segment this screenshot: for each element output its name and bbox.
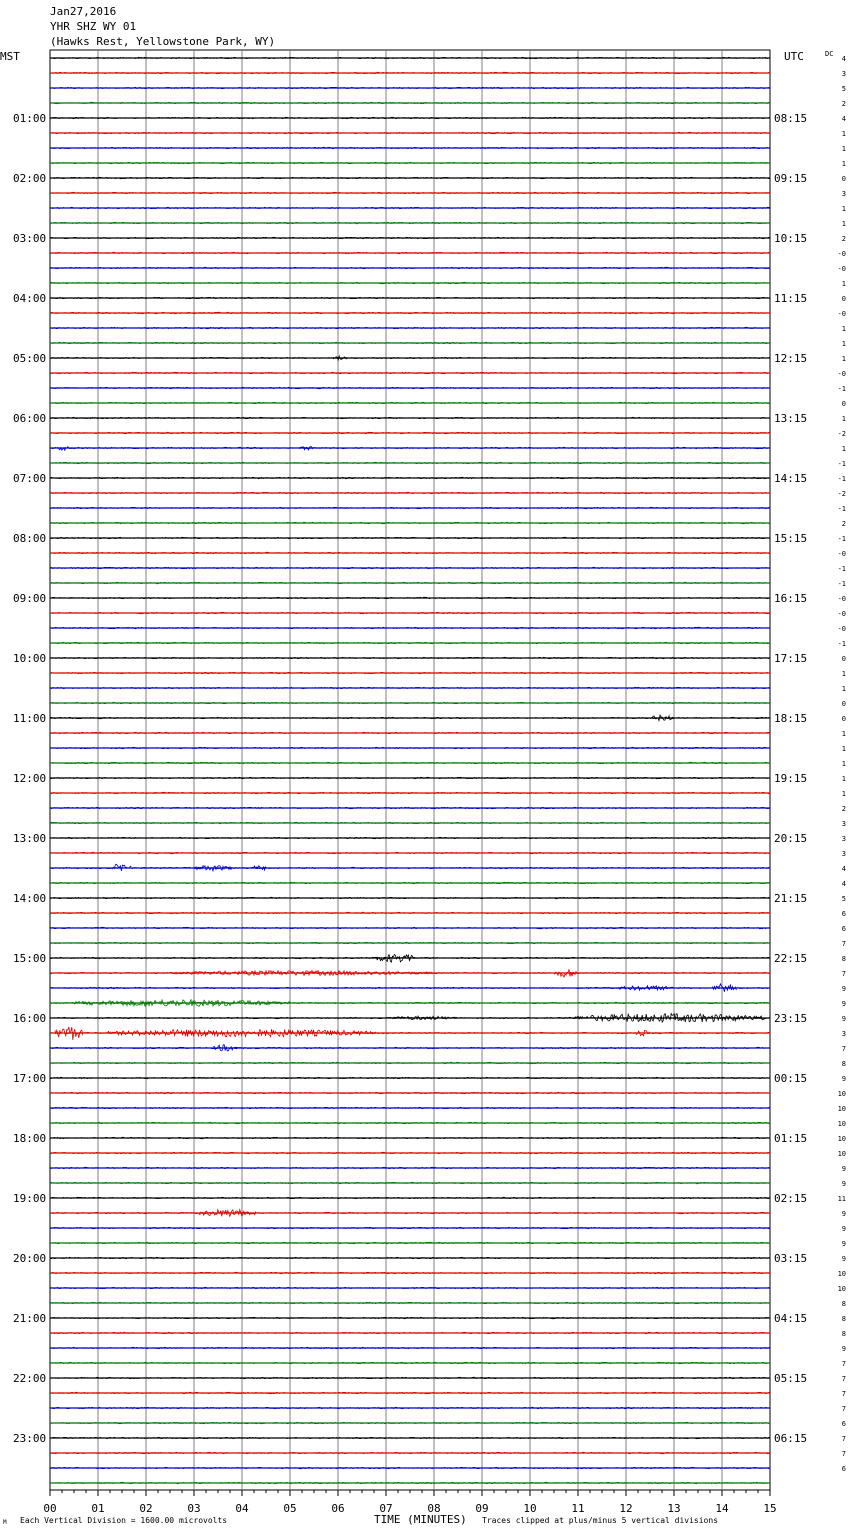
left-hour-label: 03:00	[13, 232, 47, 245]
left-hour-label: 21:00	[13, 1312, 47, 1325]
dc-offset-label: 1	[841, 415, 846, 423]
dc-offset-label: 0	[841, 655, 846, 663]
right-hour-label: 18:15	[774, 712, 808, 725]
dc-offset-label: 6	[841, 910, 846, 918]
x-axis	[43, 1490, 776, 1515]
right-hour-label: 09:15	[774, 172, 808, 185]
dc-offset-label: 9	[841, 1015, 846, 1023]
right-hour-label: 05:15	[774, 1372, 808, 1385]
right-hour-label: 12:15	[774, 352, 808, 365]
dc-offset-label: 10	[837, 1090, 846, 1098]
left-hour-label: 06:00	[13, 412, 47, 425]
dc-offset-label: 3	[841, 835, 846, 843]
dc-offset-label: 1	[841, 355, 846, 363]
dc-offset-labels	[838, 55, 846, 1473]
dc-offset-label: 1	[841, 745, 846, 753]
dc-offset-label: 2	[841, 100, 846, 108]
dc-offset-label: 1	[841, 775, 846, 783]
right-hour-label: 14:15	[774, 472, 808, 485]
x-tick-label: 15	[763, 1502, 777, 1515]
dc-offset-label: 9	[841, 985, 846, 993]
dc-offset-label: 6	[841, 1420, 846, 1428]
right-hour-label: 08:15	[774, 112, 808, 125]
right-hour-label: 22:15	[774, 952, 808, 965]
dc-offset-label: 8	[841, 1300, 846, 1308]
dc-offset-label: -0	[837, 625, 846, 633]
dc-offset-label: 2	[841, 235, 846, 243]
left-hour-labels	[13, 112, 46, 1445]
right-hour-label: 11:15	[774, 292, 808, 305]
x-tick-label: 02	[139, 1502, 153, 1515]
dc-offset-label: 7	[841, 1450, 846, 1458]
right-hour-label: 21:15	[774, 892, 808, 905]
left-hour-label: 22:00	[13, 1372, 47, 1385]
x-tick-label: 07	[379, 1502, 393, 1515]
dc-offset-label: 0	[841, 400, 846, 408]
left-hour-label: 09:00	[13, 592, 47, 605]
x-tick-label: 00	[43, 1502, 57, 1515]
right-hour-label: 13:15	[774, 412, 808, 425]
left-hour-label: 01:00	[13, 112, 47, 125]
dc-offset-label: 1	[841, 145, 846, 153]
dc-offset-label: 9	[841, 1225, 846, 1233]
left-hour-label: 08:00	[13, 532, 47, 545]
left-hour-label: 23:00	[13, 1432, 47, 1445]
dc-offset-label: 9	[841, 1000, 846, 1008]
dc-offset-label: 1	[841, 730, 846, 738]
dc-offset-label: -1	[837, 505, 846, 513]
dc-offset-label: 9	[841, 1345, 846, 1353]
right-hour-label: 02:15	[774, 1192, 808, 1205]
dc-offset-label: 7	[841, 1375, 846, 1383]
dc-offset-label: -2	[837, 430, 846, 438]
dc-offset-label: -1	[837, 385, 846, 393]
right-hour-label: 10:15	[774, 232, 808, 245]
dc-offset-label: 5	[841, 85, 846, 93]
left-hour-label: 05:00	[13, 352, 47, 365]
left-hour-label: 12:00	[13, 772, 47, 785]
left-hour-label: 19:00	[13, 1192, 47, 1205]
scale-mark: M	[3, 1519, 7, 1526]
dc-offset-label: 3	[841, 1030, 846, 1038]
right-timezone-label: UTC	[784, 50, 804, 63]
header-station: YHR SHZ WY 01	[50, 20, 137, 33]
dc-offset-label: 3	[841, 190, 846, 198]
dc-offset-label: -0	[837, 610, 846, 618]
dc-offset-label: 5	[841, 895, 846, 903]
left-hour-label: 10:00	[13, 652, 47, 665]
dc-offset-label: 3	[841, 820, 846, 828]
x-tick-label: 14	[715, 1502, 729, 1515]
dc-offset-label: 1	[841, 160, 846, 168]
dc-offset-label: 4	[841, 865, 846, 873]
left-timezone-label: MST	[0, 50, 20, 63]
dc-offset-label: 11	[837, 1195, 846, 1203]
x-tick-label: 13	[667, 1502, 681, 1515]
dc-offset-label: 0	[841, 715, 846, 723]
dc-offset-label: 1	[841, 445, 846, 453]
right-hour-label: 01:15	[774, 1132, 808, 1145]
dc-offset-label: 1	[841, 670, 846, 678]
left-hour-label: 17:00	[13, 1072, 47, 1085]
dc-offset-label: 9	[841, 1240, 846, 1248]
dc-offset-label: 0	[841, 175, 846, 183]
dc-offset-label: 7	[841, 970, 846, 978]
left-hour-label: 04:00	[13, 292, 47, 305]
right-hour-label: 04:15	[774, 1312, 808, 1325]
dc-offset-label: -1	[837, 475, 846, 483]
dc-offset-label: 1	[841, 340, 846, 348]
x-tick-label: 03	[187, 1502, 201, 1515]
dc-offset-label: 10	[837, 1120, 846, 1128]
dc-offset-label: 7	[841, 1405, 846, 1413]
dc-offset-label: 1	[841, 790, 846, 798]
left-hour-label: 18:00	[13, 1132, 47, 1145]
dc-offset-label: -1	[837, 565, 846, 573]
right-hour-label: 16:15	[774, 592, 808, 605]
dc-offset-label: 3	[841, 850, 846, 858]
dc-offset-label: -0	[837, 250, 846, 258]
dc-offset-label: 7	[841, 1045, 846, 1053]
left-hour-label: 13:00	[13, 832, 47, 845]
dc-offset-label: 1	[841, 205, 846, 213]
right-hour-labels	[774, 112, 807, 1445]
dc-offset-label: -2	[837, 490, 846, 498]
right-hour-label: 15:15	[774, 532, 808, 545]
left-hour-label: 11:00	[13, 712, 47, 725]
dc-offset-label: 7	[841, 940, 846, 948]
header-location: (Hawks Rest, Yellowstone Park, WY)	[50, 35, 276, 48]
right-hour-label: 17:15	[774, 652, 808, 665]
dc-offset-label: 2	[841, 520, 846, 528]
trace-lines	[50, 57, 770, 1484]
dc-offset-label: -0	[837, 595, 846, 603]
dc-offset-label: 2	[841, 805, 846, 813]
dc-offset-label: 1	[841, 685, 846, 693]
dc-offset-label: -0	[837, 370, 846, 378]
dc-offset-label: 1	[841, 130, 846, 138]
dc-offset-label: -0	[837, 265, 846, 273]
scale-note: Each Vertical Division = 1600.00 microvolts	[20, 1516, 228, 1525]
dc-offset-label: 9	[841, 1210, 846, 1218]
dc-offset-label: 4	[841, 115, 846, 123]
dc-offset-label: 10	[837, 1105, 846, 1113]
dc-offset-label: 9	[841, 1075, 846, 1083]
dc-offset-label: 9	[841, 1180, 846, 1188]
right-hour-label: 06:15	[774, 1432, 808, 1445]
dc-offset-label: 0	[841, 295, 846, 303]
x-tick-label: 12	[619, 1502, 633, 1515]
dc-offset-label: 9	[841, 1255, 846, 1263]
dc-offset-label: 8	[841, 1060, 846, 1068]
left-hour-label: 07:00	[13, 472, 47, 485]
right-hour-label: 20:15	[774, 832, 808, 845]
dc-offset-label: 4	[841, 55, 846, 63]
dc-offset-label: 8	[841, 1315, 846, 1323]
x-tick-label: 01	[91, 1502, 105, 1515]
x-axis-title: TIME (MINUTES)	[374, 1513, 467, 1526]
dc-offset-label: -1	[837, 460, 846, 468]
dc-offset-label: 4	[841, 880, 846, 888]
dc-offset-label: 1	[841, 220, 846, 228]
left-hour-label: 16:00	[13, 1012, 47, 1025]
dc-offset-label: 7	[841, 1390, 846, 1398]
dc-offset-label: -1	[837, 640, 846, 648]
right-hour-label: 00:15	[774, 1072, 808, 1085]
dc-offset-label: 1	[841, 280, 846, 288]
dc-offset-label: 0	[841, 700, 846, 708]
dc-offset-label: 1	[841, 760, 846, 768]
dc-offset-label: 10	[837, 1270, 846, 1278]
dc-offset-label: -1	[837, 580, 846, 588]
x-tick-label: 06	[331, 1502, 345, 1515]
x-tick-label: 08	[427, 1502, 441, 1515]
header-date: Jan27,2016	[50, 5, 117, 18]
clip-note: Traces clipped at plus/minus 5 vertical divisions	[482, 1516, 719, 1525]
dc-offset-label: 8	[841, 955, 846, 963]
dc-offset-label: 9	[841, 1165, 846, 1173]
dc-offset-label: 1	[841, 325, 846, 333]
x-tick-label: 05	[283, 1502, 297, 1515]
left-hour-label: 02:00	[13, 172, 47, 185]
x-tick-label: 04	[235, 1502, 249, 1515]
left-hour-label: 15:00	[13, 952, 47, 965]
right-hour-label: 03:15	[774, 1252, 808, 1265]
dc-offset-label: -0	[837, 310, 846, 318]
dc-offset-label: 8	[841, 1330, 846, 1338]
dc-offset-label: 10	[837, 1150, 846, 1158]
right-hour-label: 23:15	[774, 1012, 808, 1025]
dc-label: DC	[825, 50, 834, 58]
dc-offset-label: -0	[837, 550, 846, 558]
x-tick-label: 11	[571, 1502, 585, 1515]
x-tick-label: 09	[475, 1502, 489, 1515]
dc-offset-label: 6	[841, 1465, 846, 1473]
dc-offset-label: 10	[837, 1285, 846, 1293]
dc-offset-label: 10	[837, 1135, 846, 1143]
right-hour-label: 19:15	[774, 772, 808, 785]
x-tick-label: 10	[523, 1502, 537, 1515]
dc-offset-label: 3	[841, 70, 846, 78]
left-hour-label: 14:00	[13, 892, 47, 905]
dc-offset-label: 7	[841, 1360, 846, 1368]
left-hour-label: 20:00	[13, 1252, 47, 1265]
dc-offset-label: 7	[841, 1435, 846, 1443]
dc-offset-label: -1	[837, 535, 846, 543]
dc-offset-label: 6	[841, 925, 846, 933]
